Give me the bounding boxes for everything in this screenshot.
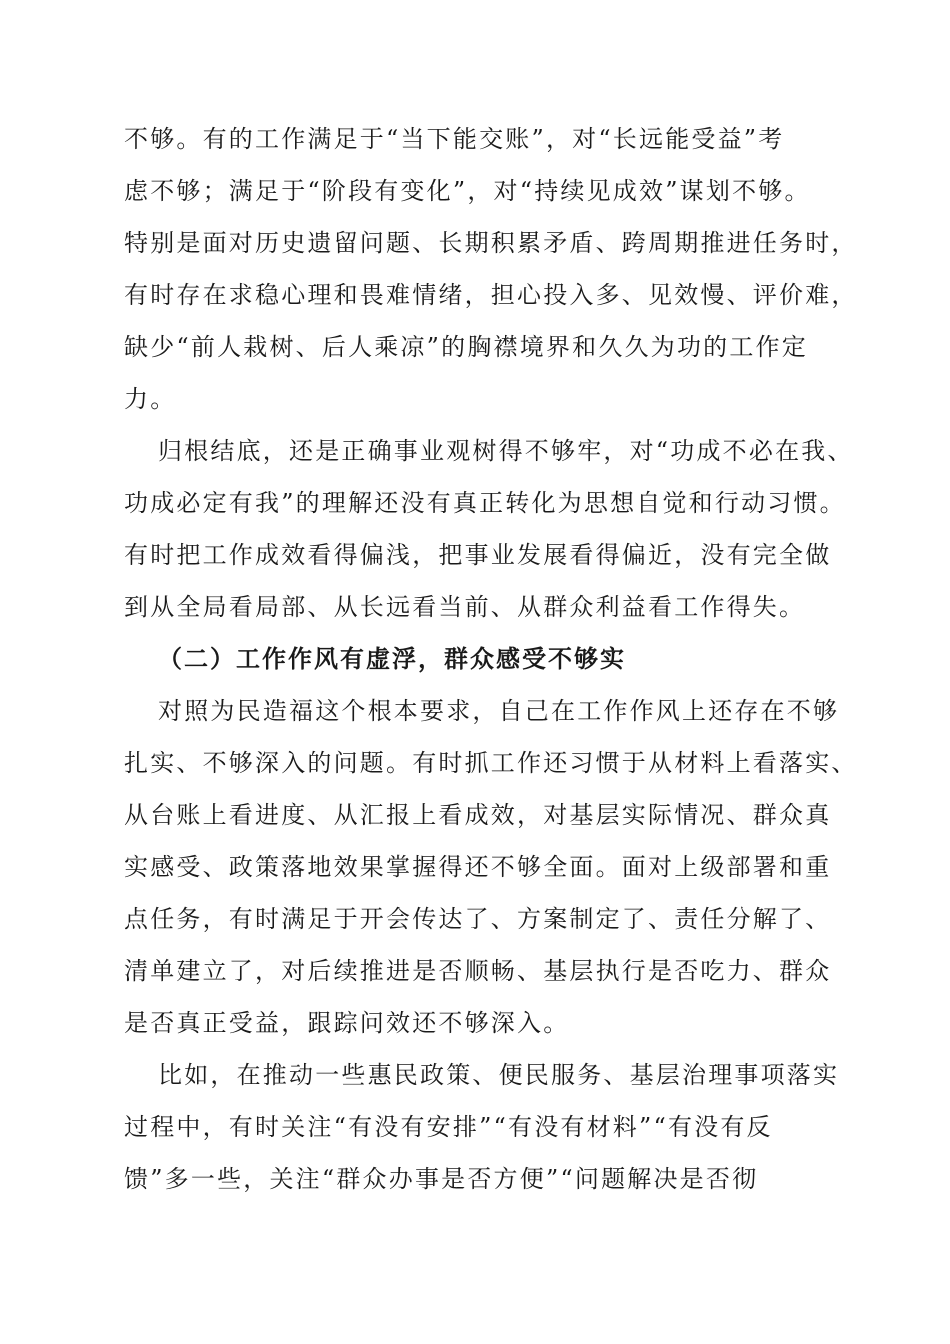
text-line: 缺少“前人栽树、后人乘凉”的胸襟境界和久久为功的工作定 <box>124 333 808 361</box>
text-line: 扎实、不够深入的问题。有时抓工作还习惯于从材料上看落实、 <box>124 749 858 777</box>
text-line: 有时存在求稳心理和畏难情绪，担心投入多、见效慢、评价难， <box>124 281 858 309</box>
text-line: 功成必定有我”的理解还没有真正转化为思想自觉和行动习惯。 <box>124 489 846 517</box>
text-line: 馈”多一些，关注“群众办事是否方便”“问题解决是否彻 <box>124 1165 759 1193</box>
paragraph-start-line: 比如，在推动一些惠民政策、便民服务、基层治理事项落实 <box>158 1061 840 1089</box>
text-line: 过程中，有时关注“有没有安排”“有没有材料”“有没有反 <box>124 1113 773 1141</box>
text-line: 是否真正受益，跟踪问效还不够深入。 <box>124 1009 570 1037</box>
text-line: 有时把工作成效看得偏浅，把事业发展看得偏近，没有完全做 <box>124 541 832 569</box>
paragraph-start-line: 归根结底，还是正确事业观树得不够牢，对“功成不必在我、 <box>158 437 854 465</box>
text-line: 清单建立了，对后续推进是否顺畅、基层执行是否吃力、群众 <box>124 957 832 985</box>
text-line: 到从全局看局部、从长远看当前、从群众利益看工作得失。 <box>124 593 806 621</box>
text-line: 从台账上看进度、从汇报上看成效，对基层实际情况、群众真 <box>124 801 832 829</box>
text-line: 点任务，有时满足于开会传达了、方案制定了、责任分解了、 <box>124 905 832 933</box>
text-line: 特别是面对历史遗留问题、长期积累矛盾、跨周期推进任务时， <box>124 229 858 257</box>
text-line: 不够。有的工作满足于“当下能交账”，对“长远能受益”考 <box>124 125 785 153</box>
text-line: 力。 <box>124 385 177 413</box>
text-line: 虑不够；满足于“阶段有变化”，对“持续见成效”谋划不够。 <box>124 177 811 205</box>
text-line: 实感受、政策落地效果掌握得还不够全面。面对上级部署和重 <box>124 853 832 881</box>
section-heading: （二）工作作风有虚浮，群众感受不够实 <box>158 644 626 673</box>
paragraph-start-line: 对照为民造福这个根本要求，自己在工作作风上还存在不够 <box>158 697 840 725</box>
